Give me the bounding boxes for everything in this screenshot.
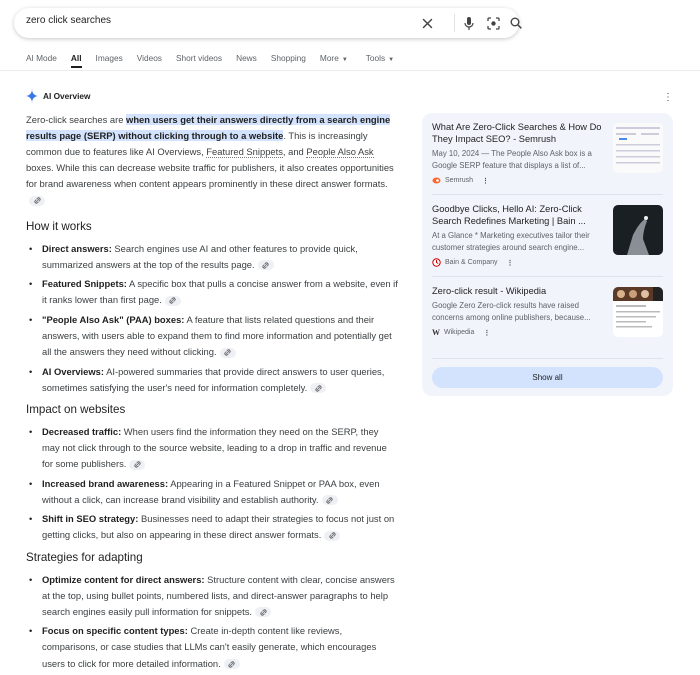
- intro-paragraph: [26, 112, 398, 209]
- site-favicon-icon: [432, 258, 441, 267]
- item-term: Featured Snippets:: [42, 278, 127, 290]
- tab-tools[interactable]: [366, 53, 394, 63]
- text: . This is increasingly common due to features like AI Overviews,: [26, 130, 368, 158]
- item-text: Create in-depth content like reviews, comparisons, or case studies that LLMs can't easily generate, which encourages users to click for more detailed information.: [42, 625, 377, 669]
- tab-news[interactable]: News: [236, 53, 257, 63]
- item-text: Businesses need to adapt their strategies to focus not just on getting clicks, but also on appearing in these direct answer formats.: [42, 513, 395, 541]
- text: boxes. While this can decrease website traffic for publishers, it also creates opportunities for brand awareness when content appears prominently in these direct answer formats.: [26, 162, 394, 190]
- list-item: [26, 276, 398, 308]
- item-term: Increased brand awareness:: [42, 477, 169, 489]
- link-icon[interactable]: [220, 348, 236, 358]
- item-term: AI Overviews:: [42, 365, 105, 377]
- source-snippet: May 10, 2024 — The People Also Ask box is a Google SERP feature that displays a list of...: [432, 149, 592, 170]
- site-favicon-icon: [432, 176, 441, 185]
- source-card[interactable]: [432, 195, 663, 277]
- search-icon[interactable]: [507, 14, 525, 32]
- search-tabs: [26, 53, 408, 63]
- source-site: [432, 176, 663, 185]
- item-term: Shift in SEO strategy:: [42, 513, 139, 525]
- link-icon[interactable]: [324, 531, 340, 541]
- sparkle-icon: [26, 90, 38, 102]
- source-cards: [432, 113, 663, 359]
- tab-more-label: More: [319, 53, 339, 63]
- source-title[interactable]: Zero-click result - Wikipedia: [432, 286, 547, 296]
- list-item: [26, 241, 398, 273]
- item-text: AI-powered summaries that provide direct answers to user queries, sometimes satisfying the user's need for information completely.: [42, 365, 385, 393]
- item-text: A feature that lists related questions and their answers, with users able to expand them to find more information and potentially get all the answers they need without clicking.: [42, 313, 392, 358]
- more-options-icon[interactable]: ⋮: [506, 259, 514, 267]
- sections: [26, 219, 398, 672]
- caret-down-icon: ▼: [341, 57, 348, 63]
- section-list: [26, 424, 398, 544]
- item-text: Appearing in a Featured Snippet or PAA box, even without a click, can increase brand visibility and establish authority.: [42, 477, 380, 505]
- link-icon[interactable]: [129, 460, 145, 470]
- more-options-icon[interactable]: ⋮: [663, 92, 673, 103]
- list-item: [26, 476, 398, 508]
- more-options-icon[interactable]: ⋮: [482, 177, 490, 185]
- source-title[interactable]: What Are Zero-Click Searches & How Do They Impact SEO? - Semrush: [432, 122, 602, 144]
- section-list: [26, 572, 398, 672]
- tab-more[interactable]: [320, 53, 348, 63]
- ai-overview-header: [26, 90, 91, 102]
- link-icon[interactable]: [165, 296, 181, 306]
- link-icon[interactable]: [322, 495, 338, 505]
- tab-ai-mode[interactable]: AI Mode: [26, 53, 57, 63]
- lens-icon[interactable]: [484, 14, 502, 32]
- list-item: [26, 364, 398, 396]
- divider: [0, 70, 700, 71]
- list-item: [26, 312, 398, 360]
- caret-down-icon: ▼: [388, 57, 395, 63]
- source-site: [432, 258, 663, 267]
- more-options-icon[interactable]: ⋮: [483, 329, 491, 337]
- text: , and: [282, 146, 307, 158]
- tab-videos[interactable]: Videos: [136, 53, 162, 63]
- source-title[interactable]: Goodbye Clicks, Hello AI: Zero-Click Search Redefines Marketing | Bain ...: [432, 204, 586, 226]
- site-favicon-icon: W: [432, 328, 440, 337]
- source-card[interactable]: [432, 113, 663, 195]
- section-heading: Impact on websites: [26, 402, 126, 416]
- source-thumbnail[interactable]: [613, 287, 663, 337]
- item-term: Optimize content for direct answers:: [42, 573, 205, 585]
- link-icon[interactable]: [29, 196, 45, 206]
- source-thumbnail[interactable]: [613, 123, 663, 173]
- tab-short-videos[interactable]: Short videos: [175, 53, 223, 63]
- show-all-button[interactable]: Show all: [432, 367, 663, 388]
- item-term: Decreased traffic:: [42, 425, 122, 437]
- site-name: Semrush: [445, 177, 474, 184]
- link-icon[interactable]: [255, 607, 271, 617]
- tab-shopping[interactable]: Shopping: [270, 53, 306, 63]
- sources-panel: [422, 113, 673, 396]
- source-snippet: Google Zero Zero-click results have raised concerns among online publishers, because...: [432, 301, 591, 322]
- source-card[interactable]: [432, 277, 663, 359]
- item-text: Search engines use AI and other features to provide quick, summarized answers at the top of the results page.: [42, 242, 358, 270]
- item-term: Direct answers:: [42, 242, 112, 254]
- item-term: Focus on specific content types:: [42, 625, 188, 637]
- tab-all[interactable]: All: [70, 53, 82, 63]
- site-name: Bain & Company: [445, 259, 498, 266]
- section-list: [26, 241, 398, 396]
- item-text: A specific box that pulls a concise answer from a website, even if it ranks lower than first page.: [42, 278, 398, 306]
- list-item: [26, 572, 398, 620]
- section-heading: How it works: [26, 219, 92, 233]
- link-icon[interactable]: [224, 659, 240, 669]
- item-text: Structure content with clear, concise answers at the top, using bullet points, numbered lists, and direct-answer paragraphs to help search engines easily pull information for snippets.: [42, 573, 395, 617]
- search-input[interactable]: [26, 15, 406, 26]
- tab-images[interactable]: Images: [95, 53, 123, 63]
- item-term: "People Also Ask" (PAA) boxes:: [42, 313, 185, 325]
- ai-overview-title: AI Overview: [43, 91, 91, 101]
- site-name: Wikipedia: [444, 329, 475, 336]
- list-item: [26, 424, 398, 472]
- term-link-people-also-ask[interactable]: People Also Ask: [306, 146, 374, 158]
- list-item: [26, 511, 398, 543]
- term-link-featured-snippets[interactable]: Featured Snippets: [206, 146, 283, 158]
- microphone-icon[interactable]: [460, 14, 478, 32]
- ai-overview-content: [26, 112, 398, 675]
- link-icon[interactable]: [258, 260, 274, 270]
- highlighted-answer: when users get their answers directly from a search engine results page (SERP) without clicking through to a website: [26, 114, 391, 142]
- divider: [454, 14, 455, 32]
- item-text: When users find the information they need on the SERP, they may not click through to the source website, leading to a drop in traffic and revenue for some publishers.: [42, 425, 387, 470]
- tab-tools-label: Tools: [365, 53, 386, 63]
- search-bar: [14, 8, 519, 38]
- clear-icon[interactable]: [418, 14, 436, 32]
- link-icon[interactable]: [310, 383, 326, 393]
- text: Zero-click searches are: [26, 114, 127, 125]
- source-snippet: At a Glance * Marketing executives tailor their customer strategies around search engine...: [432, 231, 590, 252]
- source-thumbnail[interactable]: [613, 205, 663, 255]
- section-heading: Strategies for adapting: [26, 550, 143, 564]
